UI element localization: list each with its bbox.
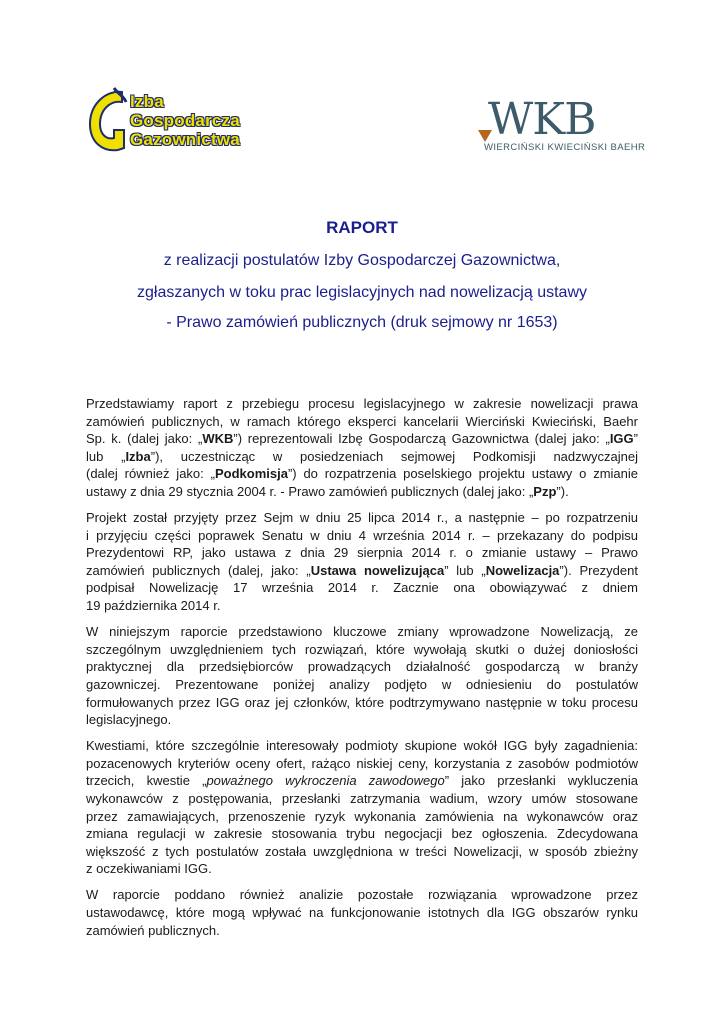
paragraph-line: Kwestiami, które szczególnie interesowały podmioty skupione wokół IGG były zagadnienia: [86,738,638,754]
paragraph-line: zamówień publicznych. [86,922,220,938]
paragraph-line: lub „Izba”), uczestnicząc w posiedzeniach sejmowej Podkomisji nadzwyczajnej [86,448,638,464]
paragraph-line: Przedstawiamy raport z przebiegu procesu legislacyjnego w zakresie nowelizacji prawa [86,396,638,411]
body-paragraph-4 [86,737,638,878]
paragraph-line: Projekt został przyjęty przez Sejm w dniu 25 lipca 2014 r., a następnie – po rozpatrzeniu [86,510,638,526]
paragraph-line: gazowniczej. Prezentowane poniżej analizy podjęto w odniesieniu do postulatów [86,676,638,692]
defined-term: Pzp [533,483,557,499]
body-paragraph-5 [86,886,638,939]
report-subtitle-line-2: zgłaszanych w toku prac legislacyjnych nad nowelizacją ustawy [137,284,587,301]
paragraph-line: zmiana regulacji w zakresie stosowania trybu negocjacji bez ogłoszenia. Zdecydowana [86,826,638,842]
defined-term: Izba [125,448,151,464]
paragraph-line: formułowanych przez IGG oraz jej członków, które podtrzymywano następnie w toku procesu [86,694,638,710]
paragraph-line: szczególnym uwzględnieniem tych rozwiązań, które wywołają skutki o dużej doniosłości [86,641,638,657]
paragraph-line: W niniejszym raporcie przedstawiono kluczowe zmiany wprowadzone Nowelizacją, ze [86,624,638,640]
paragraph-line: 19 października 2014 r. [86,598,221,614]
paragraph-line: (dalej również jako: „Podkomisja”) do rozpatrzenia poselskiego projektu ustawy o zmianie [86,466,638,482]
body-paragraph-3 [86,623,638,729]
paragraph-line: Prezydentowi RP, jako ustawa z dnia 29 sierpnia 2014 r. o zmianie ustawy – Prawo [86,545,638,561]
report-title: RAPORT [326,218,398,237]
paragraph-line: przez zamawiających, przenoszenie ryzyk wykonania zamówienia na wykonawców oraz [86,808,638,824]
paragraph-line: ustawodawcę, które mogą wpływać na funkcjonowanie istotnych dla IGG obszarów rynku [86,905,638,921]
wkb-logo [472,94,646,168]
paragraph-line: z oczekiwaniami IGG. [86,861,212,877]
report-subtitle-line-3: - Prawo zamówień publicznych (druk sejmowy nr 1653) [166,314,558,331]
defined-term: IGG [609,431,634,447]
paragraph-line: zamówień publicznych (dalej, jako: „Ustawa nowelizująca” lub „Nowelizacja”). Prezydent [86,562,638,578]
igg-logo-line3: Gazownictwa [130,130,240,149]
body-paragraph-2 [86,509,638,615]
igg-flame-icon [84,86,134,156]
wkb-logo-mark: WKB [488,94,596,145]
body-paragraph-1 [86,395,638,501]
paragraph-line: legislacyjnego. [86,712,172,728]
defined-term: WKB [202,431,234,447]
igg-logo-line2: Gospodarcza [130,111,240,130]
paragraph-line: ustawy z dnia 29 stycznia 2004 r. - Prawo zamówień publicznych (dalej jako: „Pzp”). [86,483,569,499]
paragraph-line: większość z tych postulatów została uwzględniona w treści Nowelizacji, w sposób zbieżny [86,843,638,859]
emphasized-phrase: poważnego wykroczenia zawodowego [206,773,445,789]
igg-logo [84,86,254,156]
defined-term: Ustawa nowelizująca [310,562,445,578]
wkb-logo-subtitle: WIERCIŃSKI KWIECIŃSKI BAEHR [484,142,646,153]
report-subtitle-line-1: z realizacji postulatów Izby Gospodarczej Gazownictwa, [163,252,561,269]
paragraph-line: pozacenowych kryteriów oceny ofert, rażąco niskiej ceny, korzystania z zasobów podmiotów [86,755,638,771]
paragraph-line: praktycznej dla przedsiębiorców prowadzących działalność gospodarczą w branży [86,659,638,675]
paragraph-line: W raporcie poddano również analizie pozostałe rozwiązania wprowadzone przez [86,887,638,903]
paragraph-line: i przyjęciu części poprawek Senatu w dniu 4 września 2014 r. – przekazany do podpisu [86,527,638,543]
report-body [86,395,638,948]
paragraph-line: zamówień publicznych, w ramach którego eksperci kancelarii Wierciński Kwieciński, Baehr [86,413,638,429]
defined-term: Nowelizacja [485,562,560,578]
paragraph-line: trzecich, kwestie „poważnego wykroczenia zawodowego” jako przesłanki wykluczenia [86,773,639,789]
paragraph-line: Sp. k. (dalej jako: „WKB”) reprezentowali Izbę Gospodarczą Gazownictwa (dalej jako: „IGG” [86,431,638,447]
paragraph-line: podpisał Nowelizację 17 września 2014 r. Zacznie ona obowiązywać z dniem [86,580,638,596]
paragraph-line: wykonawców z postępowania, przesłanki zatrzymania wadium, wzory umów stosowane [86,790,638,806]
igg-logo-line1: Izba [130,92,164,111]
defined-term: Podkomisja [214,466,288,482]
